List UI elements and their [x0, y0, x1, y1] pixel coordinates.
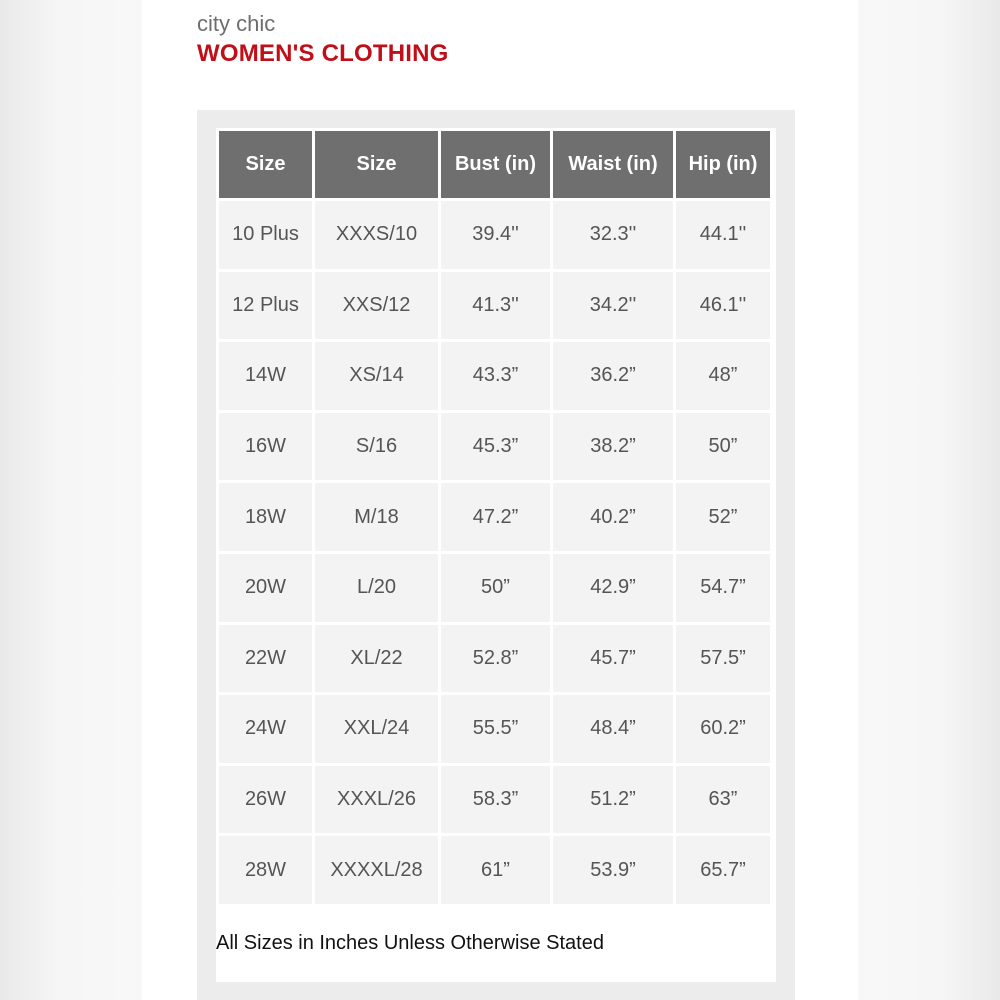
table-row	[219, 554, 770, 622]
column-header-waist: Waist (in)	[553, 131, 673, 198]
table-cell: 50”	[441, 554, 550, 622]
table-cell: 43.3”	[441, 342, 550, 410]
table-cell: XXL/24	[315, 695, 438, 763]
table-cell: 50”	[676, 413, 770, 481]
size-chart-table	[216, 128, 773, 907]
table-cell: 36.2”	[553, 342, 673, 410]
table-cell: 28W	[219, 836, 312, 904]
table-cell: 58.3”	[441, 766, 550, 834]
table-cell: XS/14	[315, 342, 438, 410]
table-row	[219, 483, 770, 551]
table-cell: 45.7”	[553, 625, 673, 693]
measurement-note: All Sizes in Inches Unless Otherwise Stated	[216, 932, 604, 954]
table-cell: 47.2”	[441, 483, 550, 551]
table-cell: XL/22	[315, 625, 438, 693]
table-row	[219, 625, 770, 693]
table-cell: 52.8”	[441, 625, 550, 693]
column-header-size-us: Size	[219, 131, 312, 198]
table-row	[219, 413, 770, 481]
table-row	[219, 272, 770, 340]
table-cell: 57.5”	[676, 625, 770, 693]
table-cell: 39.4''	[441, 201, 550, 269]
table-cell: 63”	[676, 766, 770, 834]
table-cell: 26W	[219, 766, 312, 834]
table-row	[219, 766, 770, 834]
table-cell: 24W	[219, 695, 312, 763]
table-cell: 65.7”	[676, 836, 770, 904]
column-header-hip: Hip (in)	[676, 131, 770, 198]
table-cell: XXXL/26	[315, 766, 438, 834]
table-row	[219, 836, 770, 904]
table-cell: XXXS/10	[315, 201, 438, 269]
table-cell: L/20	[315, 554, 438, 622]
table-cell: 51.2”	[553, 766, 673, 834]
table-cell: 16W	[219, 413, 312, 481]
table-cell: 44.1''	[676, 201, 770, 269]
table-cell: 54.7”	[676, 554, 770, 622]
column-header-bust: Bust (in)	[441, 131, 550, 198]
table-cell: S/16	[315, 413, 438, 481]
table-cell: M/18	[315, 483, 438, 551]
table-cell: 55.5”	[441, 695, 550, 763]
table-cell: 42.9”	[553, 554, 673, 622]
table-cell: XXS/12	[315, 272, 438, 340]
table-cell: 22W	[219, 625, 312, 693]
brand-name: city chic	[197, 11, 276, 36]
table-header-row	[219, 131, 770, 198]
table-cell: 40.2”	[553, 483, 673, 551]
table-cell: 10 Plus	[219, 201, 312, 269]
table-cell: 60.2”	[676, 695, 770, 763]
table-cell: 45.3”	[441, 413, 550, 481]
table-cell: 34.2''	[553, 272, 673, 340]
table-cell: 32.3''	[553, 201, 673, 269]
table-cell: 20W	[219, 554, 312, 622]
table-cell: 61”	[441, 836, 550, 904]
table-cell: 52”	[676, 483, 770, 551]
table-cell: 48.4”	[553, 695, 673, 763]
table-row	[219, 342, 770, 410]
table-cell: XXXXL/28	[315, 836, 438, 904]
table-cell: 53.9”	[553, 836, 673, 904]
table-cell: 41.3''	[441, 272, 550, 340]
table-cell: 38.2”	[553, 413, 673, 481]
table-row	[219, 695, 770, 763]
table-cell: 46.1''	[676, 272, 770, 340]
column-header-size-letter: Size	[315, 131, 438, 198]
table-cell: 18W	[219, 483, 312, 551]
table-cell: 48”	[676, 342, 770, 410]
section-title: WOMEN'S CLOTHING	[197, 40, 449, 67]
table-cell: 12 Plus	[219, 272, 312, 340]
table-cell: 14W	[219, 342, 312, 410]
table-row	[219, 201, 770, 269]
